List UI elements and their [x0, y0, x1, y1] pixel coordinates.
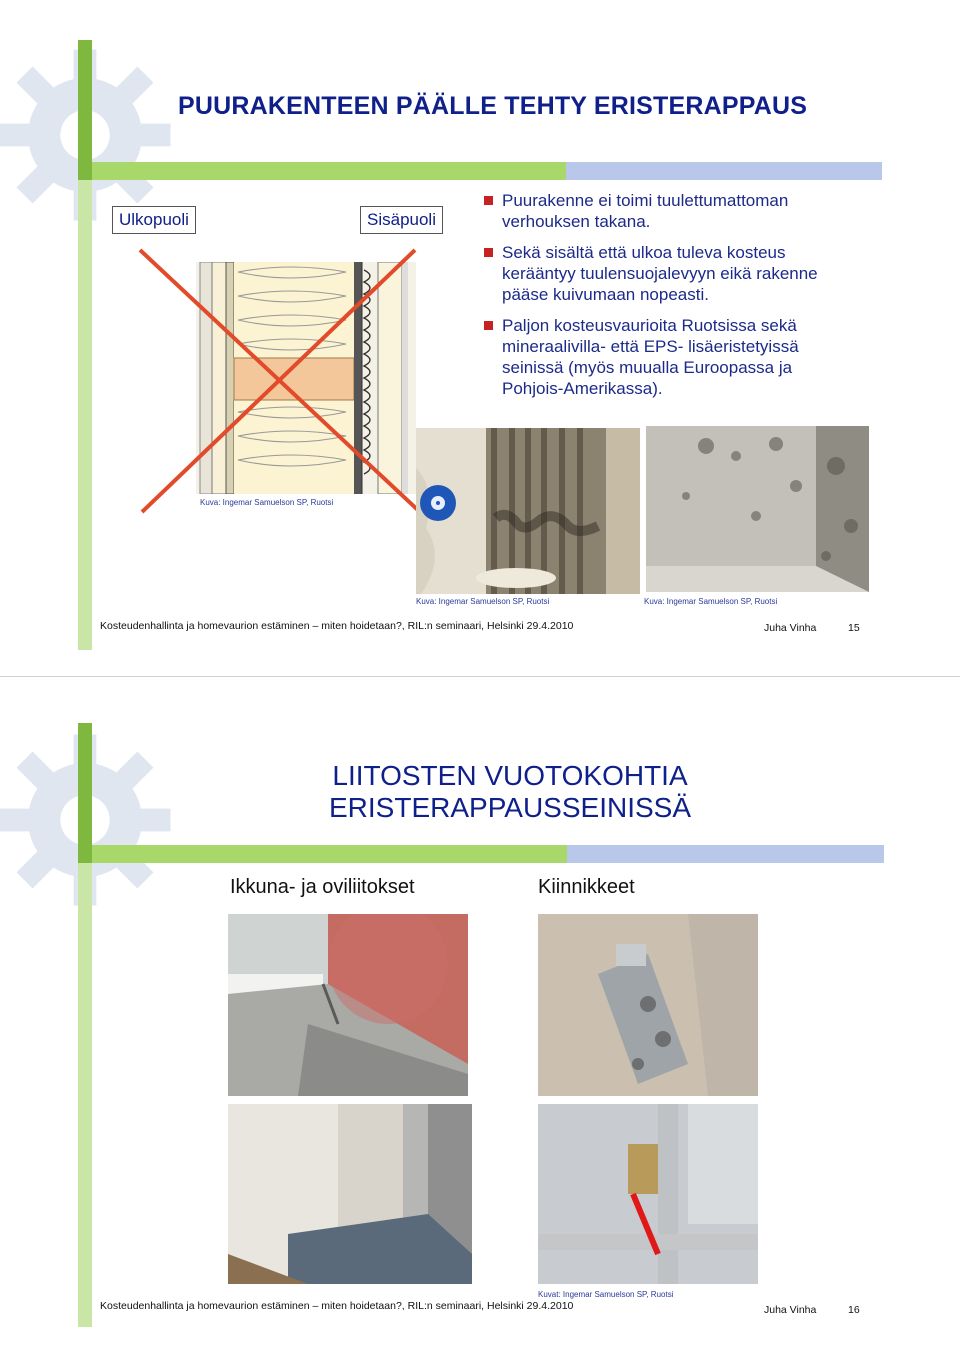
- bullet-square-icon: [484, 248, 493, 257]
- bullet-item: Puurakenne ei toimi tuulettumattoman verhouksen takana.: [484, 190, 844, 232]
- label-inside: Sisäpuoli: [360, 206, 443, 234]
- footer-author: Juha Vinha: [764, 1304, 817, 1316]
- slide-15: [0, 0, 960, 670]
- bullet-item: Paljon kosteusvaurioita Ruotsissa sekä mineraalivilla- että EPS- lisäeristetyissä seinissä (myös muualla Euroopassa ja Pohjois-Amerikassa).: [484, 315, 844, 399]
- page-number: 15: [848, 622, 860, 634]
- bullet-square-icon: [484, 196, 493, 205]
- drawing-caption: Kuva: Ingemar Samuelson SP, Ruotsi: [200, 498, 334, 507]
- photos-caption: Kuvat: Ingemar Samuelson SP, Ruotsi: [538, 1290, 674, 1299]
- footer-author: Juha Vinha: [764, 622, 817, 634]
- bullet-square-icon: [484, 321, 493, 330]
- label-outside: Ulkopuoli: [112, 206, 196, 234]
- bullet-list: [484, 190, 844, 409]
- side-accent-bar: [78, 40, 92, 650]
- fastener-photo-2: [538, 1104, 758, 1284]
- subtitle-fasteners: Kiinnikkeet: [538, 876, 635, 898]
- window-sill-photo: [228, 914, 468, 1096]
- footer-text: Kosteudenhallinta ja homevaurion estäminen – miten hoidetaan?, RIL:n seminaari, Helsinki 29.4.2010: [100, 620, 574, 632]
- slide-title: PUURAKENTEEN PÄÄLLE TEHTY ERISTERAPPAUS: [178, 92, 808, 120]
- title-underline-bar: [92, 845, 884, 863]
- corner-mold-photo: [646, 426, 869, 592]
- page-number: 16: [848, 1304, 860, 1316]
- side-accent-bar: [78, 723, 92, 1327]
- window-sill-photo-2: [228, 1104, 472, 1284]
- cross-out-mark: [130, 240, 430, 520]
- fastener-photo: [538, 914, 758, 1096]
- bullet-item: Sekä sisältä että ulkoa tuleva kosteus kerääntyy tuulensuojalevyyn eikä rakenne pääse kuivumaan nopeasti.: [484, 242, 844, 305]
- mold-damage-photo: [416, 428, 640, 594]
- subtitle-window-joints: Ikkuna- ja oviliitokset: [230, 876, 415, 898]
- title-underline-bar: [92, 162, 882, 180]
- photo1-caption: Kuva: Ingemar Samuelson SP, Ruotsi: [416, 597, 550, 606]
- photo2-caption: Kuva: Ingemar Samuelson SP, Ruotsi: [644, 597, 778, 606]
- footer-text: Kosteudenhallinta ja homevaurion estäminen – miten hoidetaan?, RIL:n seminaari, Helsinki 29.4.2010: [100, 1300, 574, 1312]
- slide-separator: [0, 676, 960, 677]
- slide-title: LIITOSTEN VUOTOKOHTIA ERISTERAPPAUSSEINISSÄ: [328, 760, 692, 823]
